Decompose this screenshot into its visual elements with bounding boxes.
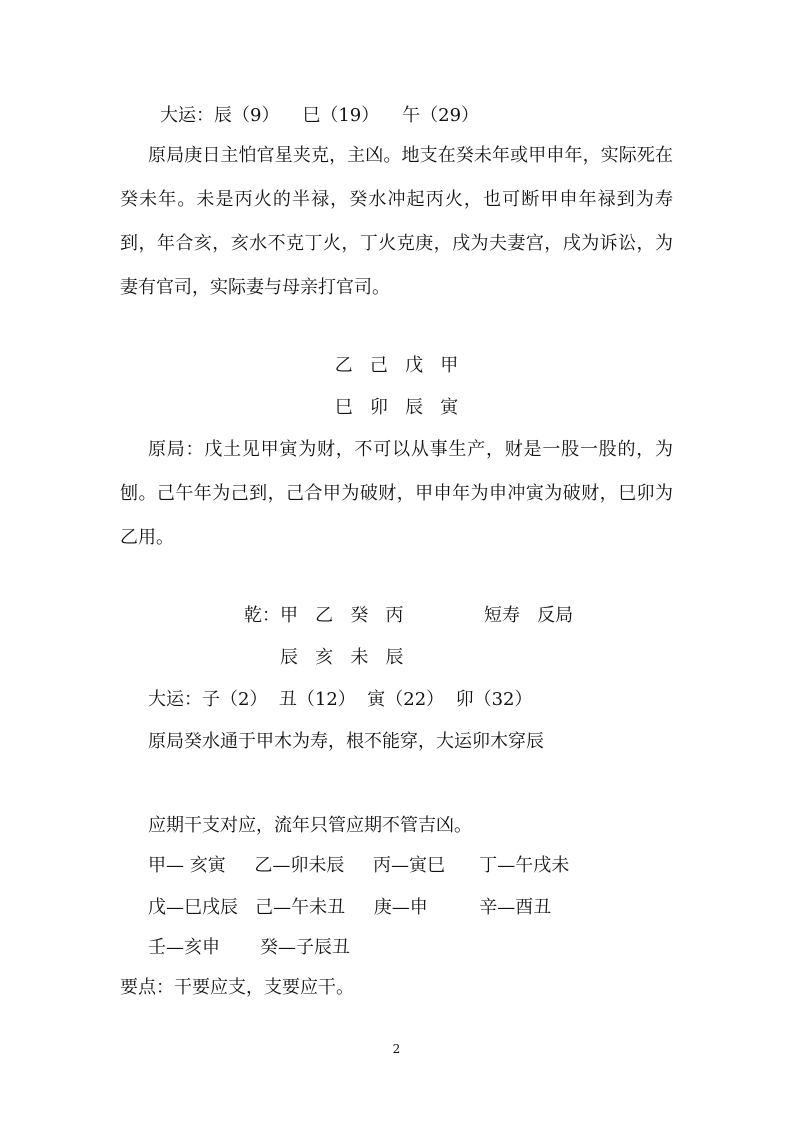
chart-branches-2: 辰 亥 未 辰 <box>280 647 404 668</box>
yingqi-row-1: 甲— 亥寅 乙—卯未辰 丙—寅巳 丁—午戌未 <box>148 855 570 876</box>
paragraph-1: 原局庚日主怕官星夹克，主凶。地支在癸未年或甲申年，实际死在癸未年。未是丙火的半禄，癸水冲起丙火，也可断甲申年禄到为寿到，年合亥，亥水不克丁火，丁火克庚，戌为夫妻宫，戌为诉讼，为妻有官司，实际妻与母亲打官司。 <box>120 145 673 298</box>
chart-stems-2: 乾：甲 乙 癸 丙 <box>244 605 404 626</box>
chart-note: 短寿 反局 <box>484 605 574 626</box>
dayun-line-2: 大运：子（2） 丑（12） 寅（22） 卯（32） <box>148 689 533 710</box>
yingqi-row-2: 戊—巳戌辰 己—午未丑 庚—申 辛—酉丑 <box>148 897 552 918</box>
chart-branches-1: 巳 卯 辰 寅 <box>334 397 459 418</box>
yingqi-row-3: 壬—亥申 癸—子辰丑 <box>148 937 351 958</box>
yingqi-intro: 应期干支对应，流年只管应期不管吉凶。 <box>148 815 472 836</box>
dayun-line-1: 大运：辰（9） 巳（19） 午（29） <box>160 105 480 126</box>
key-point: 要点：干要应支，支要应干。 <box>120 977 354 998</box>
paragraph-2: 原局：戊土见甲寅为财，不可以从事生产，财是一股一股的，为刨。己午年为己到，己合甲为破财，甲申年为申冲寅为破财，巳卯为乙用。 <box>120 439 673 548</box>
chart-stems-1: 乙 己 戊 甲 <box>334 355 459 376</box>
page-number: 2 <box>392 1042 401 1056</box>
paragraph-3: 原局癸水通于甲木为寿，根不能穿，大运卯木穿辰 <box>148 731 544 752</box>
